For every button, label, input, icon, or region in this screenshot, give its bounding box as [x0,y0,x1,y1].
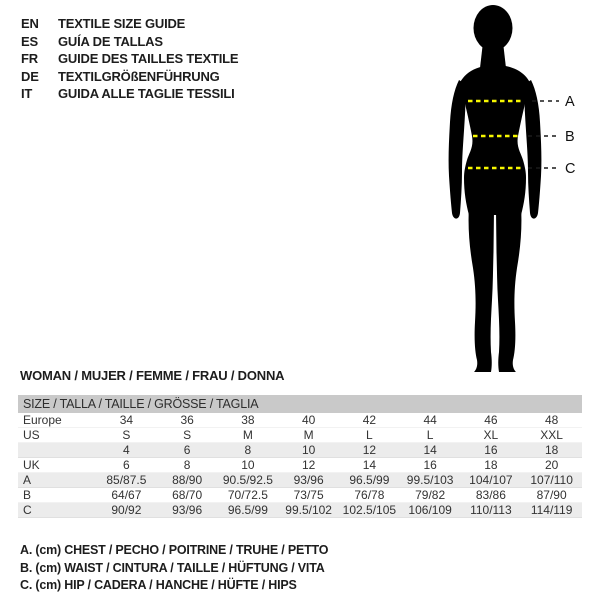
size-table-cell: 44 [423,413,437,427]
marker-label-b: B [565,129,575,145]
language-title: TEXTILE SIZE GUIDE [58,16,186,32]
woman-silhouette-figure [420,0,600,380]
size-table-cell: L [366,428,373,442]
size-table-cell: 4 [123,443,130,457]
size-table-cell: XXL [540,428,563,442]
size-table-cell: 99.5/102 [285,503,332,517]
language-row [21,68,238,86]
size-table-cell: 70/72.5 [227,488,268,502]
woman-silhouette [449,5,542,372]
size-table-row-label [18,443,96,457]
size-table-cell: 18 [484,458,498,472]
size-table-cell: 85/87.5 [106,473,147,487]
size-table-cell: 96.5/99 [227,503,268,517]
size-table-cell: 106/109 [408,503,452,517]
language-code: DE [21,68,39,84]
size-table-cell: 83/86 [475,488,506,502]
language-title: TEXTILGRÖßENFÜHRUNG [58,68,220,84]
silhouette-right-leg [496,196,521,372]
size-table-cell: M [303,428,314,442]
size-table [18,395,582,518]
size-table-cell: 8 [183,458,191,472]
size-table-row [18,473,582,488]
language-code: FR [21,51,38,67]
size-table-cell: 114/119 [530,503,573,517]
language-title: GUÍA DE TALLAS [58,33,163,49]
measure-legend-line: A. (cm) CHEST / PECHO / POITRINE / TRUHE / PETTO [20,543,329,557]
size-table-cell: 79/82 [415,488,446,502]
size-table-cell: 102.5/105 [342,503,397,517]
measure-legend [20,543,328,596]
size-table-cell: 12 [362,443,377,457]
language-title: GUIDE DES TAILLES TEXTILE [58,51,239,67]
size-table-cell: 46 [484,413,498,427]
size-table-cell: 90.5/92.5 [222,473,273,487]
size-table-row [18,413,582,428]
size-table-row-label: A [23,473,32,487]
size-table-cell: S [183,428,192,442]
size-table-cell: 93/96 [293,473,324,487]
size-table-row [18,503,582,518]
size-table-cell: 64/67 [111,488,142,502]
measure-legend-line: C. (cm) HIP / CADERA / HANCHE / HÜFTE / HIPS [20,578,297,592]
size-table-cell: 38 [241,413,255,427]
size-table-cell: 68/70 [172,488,203,502]
size-table-cell: 18 [544,443,559,457]
size-table-cell: 10 [301,443,316,457]
size-table-cell: 16 [423,458,437,472]
size-table-header: SIZE / TALLA / TAILLE / GRÖSSE / TAGLIA [18,395,582,413]
size-table-cell: 110/113 [470,503,512,517]
language-code: ES [21,33,38,49]
language-row [21,15,238,33]
size-table-cell: 88/90 [172,473,203,487]
section-title-woman: WOMAN / MUJER / FEMME / FRAU / DONNA [20,368,285,383]
size-table-cell: 6 [123,458,130,472]
language-code: EN [21,16,39,32]
marker-label-c: C [565,161,576,177]
language-code: IT [21,86,33,102]
language-title: GUIDA ALLE TAGLIE TESSILI [58,86,235,102]
size-table-cell: XL [483,428,499,442]
size-table-cell: 14 [423,443,437,457]
size-table-cell: 34 [119,413,134,427]
language-row [21,50,238,68]
size-table-cell: 90/92 [111,503,142,517]
language-row [21,85,238,103]
size-table-row-label: US [23,428,40,442]
size-table-cell: 14 [362,458,377,472]
silhouette-neck [480,42,506,68]
size-table-cell: 76/78 [354,488,385,502]
size-table-cell: 8 [244,443,252,457]
size-table-cell: 96.5/99 [349,473,390,487]
size-table-row [18,428,582,443]
size-table-cell: 42 [362,413,377,427]
silhouette-left-leg [469,196,494,372]
size-table-cell: 40 [301,413,316,427]
size-table-cell: 12 [301,458,316,472]
size-table-cell: S [122,428,131,442]
size-table-cell: 10 [241,458,255,472]
size-table-row [18,458,582,473]
size-table-row-label: C [23,503,32,517]
size-table-row [18,488,582,503]
size-table-cell: 48 [544,413,559,427]
size-table-row-label: UK [23,458,40,472]
size-table-cell: 73/75 [293,488,324,502]
measure-legend-line: B. (cm) WAIST / CINTURA / TAILLE / HÜFTUNG / VITA [20,560,325,575]
size-table-cell: M [242,428,253,442]
size-table-cell: 87/90 [536,488,567,502]
size-table-row-label: Europe [23,413,62,427]
language-row [21,33,238,51]
size-table-cell: 99.5/103 [406,473,454,487]
size-table-cell: 36 [180,413,194,427]
language-list [21,15,238,103]
size-table-cell: 104/107 [469,473,513,487]
silhouette-left-arm [449,80,466,219]
size-table-body [18,413,582,518]
size-table-cell: 6 [183,443,191,457]
size-table-cell: 107/110 [530,473,573,487]
size-table-row [18,443,582,458]
size-table-row-label: B [23,488,32,502]
silhouette-torso [458,65,532,215]
size-table-cell: 93/96 [172,503,203,517]
size-table-cell: L [426,428,434,442]
size-table-cell: 20 [544,458,559,472]
size-table-cell: 16 [484,443,498,457]
marker-label-a: A [565,94,575,110]
